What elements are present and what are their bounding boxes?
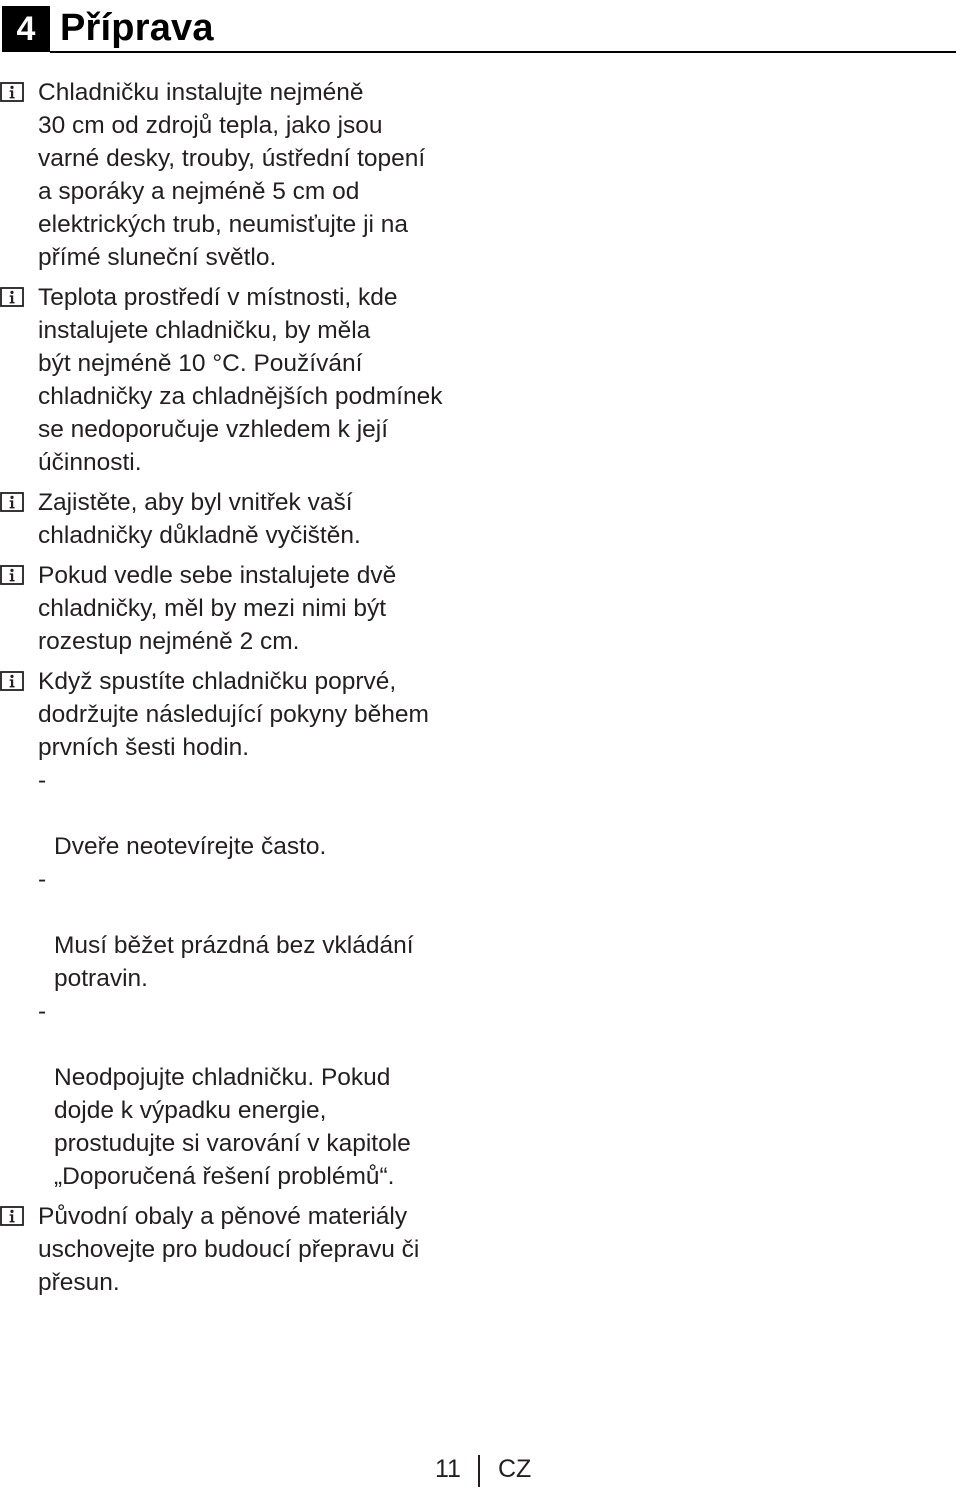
- info-icon: [0, 671, 24, 691]
- note-text: Pokud vedle sebe instalujete dvě chladničky, měl by mezi nimi být rozestup nejméně 2 cm.: [38, 562, 397, 655]
- info-icon: [0, 1206, 24, 1226]
- list-item-text: Neodpojujte chladničku. Pokud dojde k výpadku energie, prostudujte si varování v kapitole „Doporučená řešení problémů“.: [54, 1064, 411, 1190]
- note-text: Teplota prostředí v místnosti, kde instalujete chladničku, by měla být nejméně 10 °C. Používání chladničky za chladnějších podmínek se nedoporučuje vzhledem k její účinnosti.: [38, 284, 443, 476]
- note-6: [0, 1200, 500, 1299]
- dash-bullet: -: [38, 998, 47, 1025]
- list-item: [38, 995, 500, 1193]
- note-2: [0, 281, 500, 479]
- list-item: [38, 863, 500, 995]
- note-1: [0, 76, 500, 274]
- page-footer: [0, 1452, 960, 1492]
- list-item-text: Dveře neotevírejte často.: [54, 833, 327, 860]
- chapter-title: Příprava: [60, 7, 214, 49]
- note-text: Zajistěte, aby byl vnitřek vaší chladničky důkladně vyčištěn.: [38, 489, 361, 549]
- info-icon: [0, 287, 24, 307]
- header-rule: [50, 51, 956, 53]
- chapter-number: 4: [2, 6, 50, 52]
- note-4: [0, 559, 500, 658]
- chapter-header: [0, 0, 960, 56]
- list-item: [38, 764, 500, 863]
- footer-divider: [478, 1455, 480, 1487]
- dash-bullet: -: [38, 866, 47, 893]
- note-3: [0, 486, 500, 552]
- dash-bullet: -: [38, 767, 47, 794]
- note-5: [0, 665, 500, 1193]
- note-text: Když spustíte chladničku poprvé, dodržujte následující pokyny během prvních šesti hodin.: [38, 668, 429, 761]
- info-icon: [0, 492, 24, 512]
- note-text: Původní obaly a pěnové materiály uschovejte pro budoucí přepravu či přesun.: [38, 1203, 420, 1296]
- info-icon: [0, 82, 24, 102]
- language-code: CZ: [498, 1455, 532, 1483]
- info-icon: [0, 565, 24, 585]
- page-number: 11: [435, 1455, 461, 1483]
- list-item-text: Musí běžet prázdná bez vkládání potravin.: [54, 932, 414, 992]
- notes-list: [0, 76, 500, 1306]
- note-text: Chladničku instalujte nejméně 30 cm od zdrojů tepla, jako jsou varné desky, trouby, ústřední topení a sporáky a nejméně 5 cm od elektrických trub, neumisťujte ji na přímé sluneční světlo.: [38, 79, 426, 271]
